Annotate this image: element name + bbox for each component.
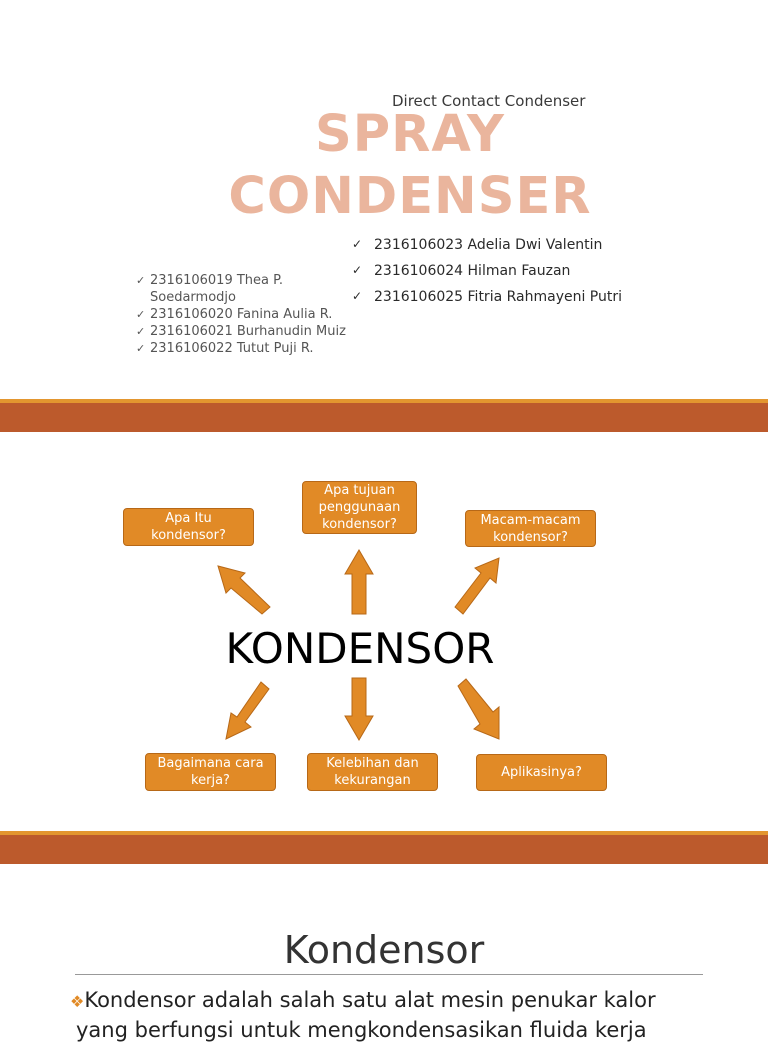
member-name: 2316106020 Fanina Aulia R. (150, 307, 333, 322)
slide-separator (0, 403, 768, 432)
arrow-down-icon (345, 678, 373, 740)
arrow-up-left-icon (218, 566, 270, 614)
member-name: 2316106023 Adelia Dwi Valentin (374, 237, 603, 253)
list-item (352, 237, 622, 263)
member-name: Soedarmodjo (150, 290, 236, 305)
checkmark-icon: ✓ (352, 263, 363, 277)
checkmark-icon: ✓ (136, 342, 146, 355)
slide-separator (0, 835, 768, 864)
box-how-it-works: Bagaimana cara kerja? (145, 753, 276, 791)
checkmark-icon: ✓ (352, 237, 363, 251)
list-item (352, 263, 622, 289)
checkmark-icon: ✓ (136, 274, 146, 287)
member-name: 2316106025 Fitria Rahmayeni Putri (374, 289, 623, 305)
title-divider (75, 974, 703, 975)
list-item (136, 306, 346, 323)
arrow-down-left-icon (226, 682, 269, 739)
arrow-down-right-icon (458, 679, 499, 739)
diamond-bullet-icon: ❖ (70, 992, 85, 1011)
body-line: Kondensor adalah salah satu alat mesin penukar kalor (84, 988, 656, 1012)
box-pros-and-cons: Kelebihan dan kekurangan (307, 753, 438, 791)
member-name: 2316106021 Burhanudin Muiz (150, 324, 346, 339)
member-name: 2316106022 Tutut Puji R. (150, 341, 314, 356)
title-line-2: CONDENSER (228, 167, 592, 226)
body-line: yang berfungsi untuk mengkondensasikan fluida kerja (76, 1018, 647, 1042)
list-item (136, 340, 346, 357)
list-item (136, 323, 346, 340)
slide3-title: Kondensor (283, 928, 485, 972)
box-what-is-condenser: Apa Itu kondensor? (123, 508, 254, 546)
member-name: 2316106024 Hilman Fauzan (374, 263, 571, 279)
checkmark-icon: ✓ (352, 289, 363, 303)
title-line-1: SPRAY (315, 105, 505, 164)
subtitle: Direct Contact Condenser (392, 92, 586, 110)
slide3-body (70, 986, 710, 1044)
member-list-right (352, 237, 622, 315)
checkmark-icon: ✓ (136, 325, 146, 338)
arrow-up-icon (345, 550, 373, 614)
center-topic: KONDENSOR (225, 624, 495, 673)
list-item-continuation (136, 289, 346, 306)
list-item (352, 289, 622, 315)
box-applications: Aplikasinya? (476, 754, 607, 791)
arrow-up-right-icon (455, 558, 499, 614)
box-purpose-of-condenser: Apa tujuan penggunaan kondensor? (302, 481, 417, 534)
member-name: 2316106019 Thea P. (150, 273, 284, 288)
member-list-left (136, 272, 346, 357)
list-item (136, 272, 346, 289)
box-types-of-condenser: Macam-macam kondensor? (465, 510, 596, 547)
checkmark-icon: ✓ (136, 308, 146, 321)
